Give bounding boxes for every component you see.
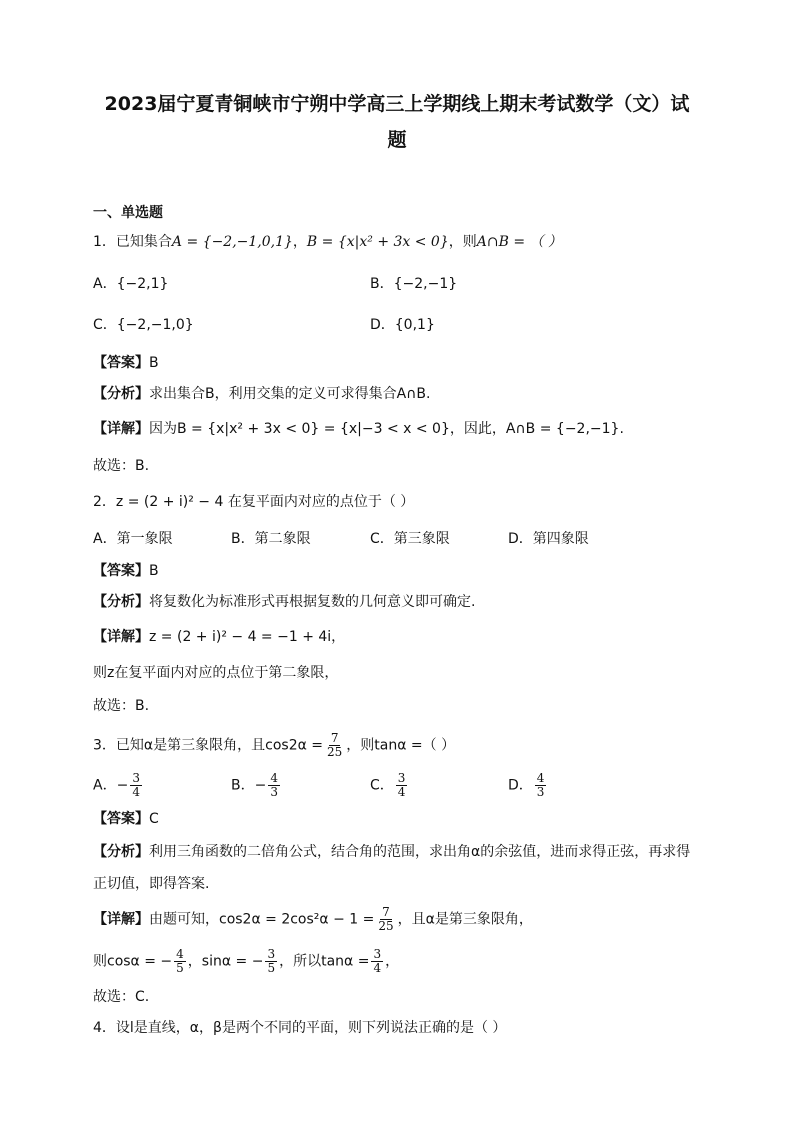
q1-detail: 【详解】因为B = {x|x² + 3x < 0} = {x|−3 < x < 0}，因此，A∩B = {−2,−1}. — [93, 421, 624, 437]
q3-analysis: 【分析】利用三角函数的二倍角公式，结合角的范围，求出角α的余弦值，进而求得正弦，再求得 — [93, 844, 691, 860]
document-title — [90, 86, 704, 158]
q2-option-a: A．第一象限 — [93, 531, 173, 547]
q4-stem: 4．设l是直线，α，β是两个不同的平面，则下列说法正确的是（ ） — [93, 1020, 507, 1036]
q2-stem: 2．z = (2 + i)² − 4 在复平面内对应的点位于（ ） — [93, 494, 415, 510]
title-line-2: 题 — [387, 129, 407, 151]
q1-option-c: C．{−2,−1,0} — [93, 317, 194, 333]
q2-answer: 【答案】B — [93, 563, 159, 579]
q3-option-b: B．− $\frac{4}{3}$ — [231, 771, 278, 799]
q2-detail-2: 则z在复平面内对应的点位于第二象限， — [93, 665, 339, 681]
q1-stem: 1．已知集合A = {−2,−1,0,1}，B = {x|x² + 3x < 0}，则A∩B = （ ） — [93, 234, 562, 250]
q2-conclusion: 故选：B. — [93, 698, 150, 714]
q1-answer: 【答案】B — [93, 355, 159, 371]
q3-option-d: D． $\frac{4}{3}$ — [508, 771, 545, 799]
q3-conclusion: 故选：C. — [93, 989, 150, 1005]
q1-option-b: B．{−2,−1} — [370, 276, 458, 292]
section-heading: 一、单选题 — [93, 205, 163, 221]
q3-option-c: C． $\frac{3}{4}$ — [370, 771, 406, 799]
q3-stem-fraction: $\frac{7}{25}$ — [327, 731, 343, 759]
q3-detail: 【详解】由题可知，cos2α = 2cos²α − 1 = $\frac{7}{25}$ ，且α是第三象限角， — [93, 905, 533, 933]
q2-detail: 【详解】z = (2 + i)² − 4 = −1 + 4i， — [93, 629, 346, 645]
q3-stem: 3．已知α是第三象限角，且cos2α = $\frac{7}{25}$ ，则tanα =（ ） — [93, 731, 456, 759]
q3-answer: 【答案】C — [93, 811, 159, 827]
q1-conclusion: 故选：B. — [93, 458, 150, 474]
q2-option-d: D．第四象限 — [508, 531, 589, 547]
q2-analysis: 【分析】将复数化为标准形式再根据复数的几何意义即可确定. — [93, 594, 476, 610]
q1-option-a: A．{−2,1} — [93, 276, 169, 292]
q2-option-c: C．第三象限 — [370, 531, 450, 547]
q3-analysis-2: 正切值，即得答案. — [93, 876, 210, 892]
q1-option-d: D．{0,1} — [370, 317, 435, 333]
q3-option-a: A．− $\frac{3}{4}$ — [93, 771, 140, 799]
q1-analysis: 【分析】求出集合B，利用交集的定义可求得集合A∩B. — [93, 386, 431, 402]
q2-option-b: B．第二象限 — [231, 531, 311, 547]
title-line-1: 2023届宁夏青铜峡市宁朔中学高三上学期线上期末考试数学（文）试 — [104, 93, 690, 115]
q3-detail-2: 则cosα = − $\frac{4}{5}$ ，sinα = − $\frac{3}{5}$ ，所以tanα = $\frac{3}{4}$ ， — [93, 947, 400, 975]
